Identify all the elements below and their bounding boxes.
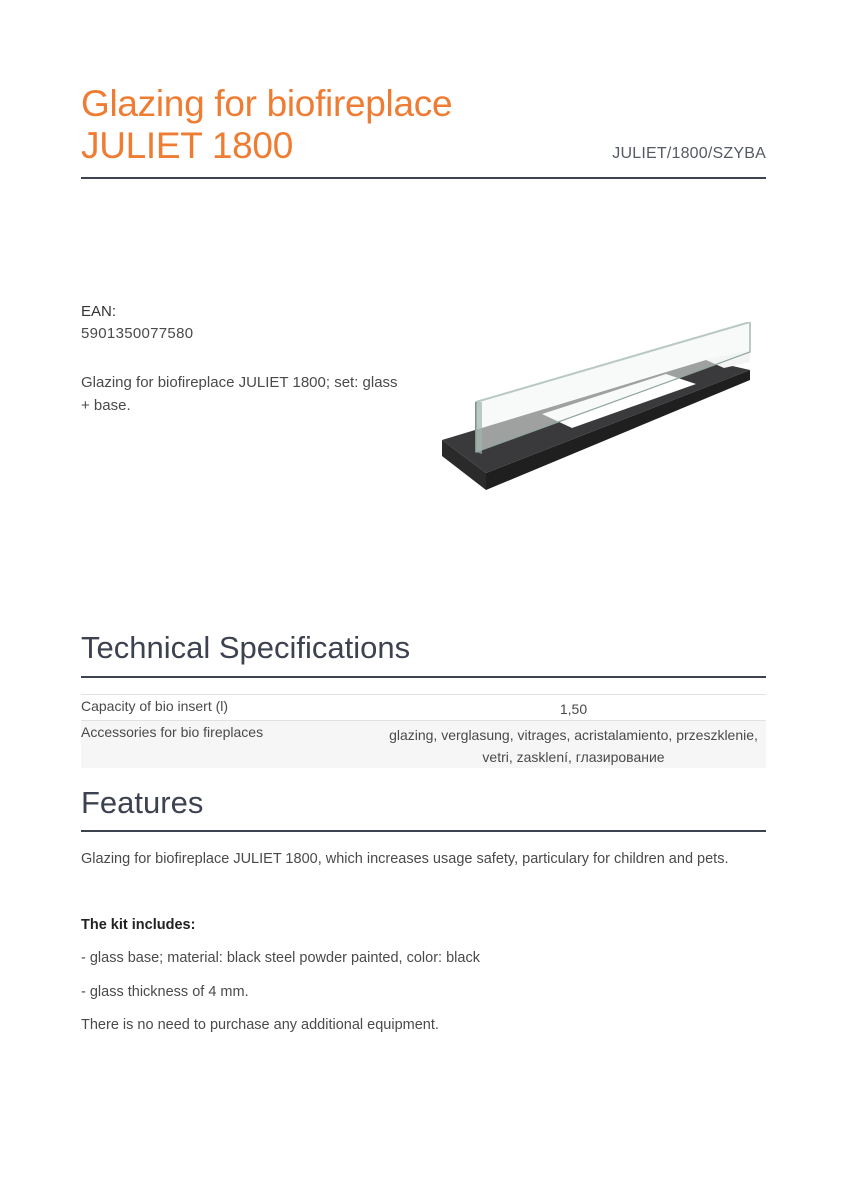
table-row: [81, 695, 766, 721]
ean-value: 5901350077580: [81, 325, 194, 342]
page-title-line-2: JULIET 1800: [81, 125, 293, 166]
spec-label: Capacity of bio insert (l): [81, 698, 229, 714]
spec-label: Accessories for bio fireplaces: [81, 724, 264, 740]
specifications-title: Technical Specifications: [81, 630, 411, 665]
table-row: [81, 721, 766, 769]
specifications-table: [81, 694, 766, 768]
features-description: Glazing for biofireplace JULIET 1800, which increases usage safety, particulary for children and pets.: [81, 851, 729, 867]
specifications-divider: [81, 676, 766, 678]
spec-value: 1,50: [559, 701, 588, 717]
kit-heading: The kit includes:: [81, 917, 196, 933]
spec-value: glazing, verglasung, vitrages, acristalamiento, przeszklenie, vetri, zasklení, глазирование: [389, 727, 758, 765]
features-divider: [81, 830, 766, 832]
kit-item: There is no need to purchase any additional equipment.: [81, 1017, 439, 1033]
page-title-line-1: Glazing for biofireplace: [81, 83, 453, 124]
features-title: Features: [81, 785, 204, 820]
product-short-description: Glazing for biofireplace JULIET 1800; set: glass + base.: [81, 374, 398, 414]
product-sku: JULIET/1800/SZYBA: [612, 145, 766, 162]
kit-item: - glass base; material: black steel powder painted, color: black: [81, 950, 480, 966]
ean-label: EAN:: [81, 303, 117, 320]
glass-fireplace-insert-icon: [438, 322, 752, 490]
kit-item: - glass thickness of 4 mm.: [81, 984, 249, 1000]
glass-edge-face: [476, 402, 482, 454]
header-divider: [81, 177, 766, 179]
